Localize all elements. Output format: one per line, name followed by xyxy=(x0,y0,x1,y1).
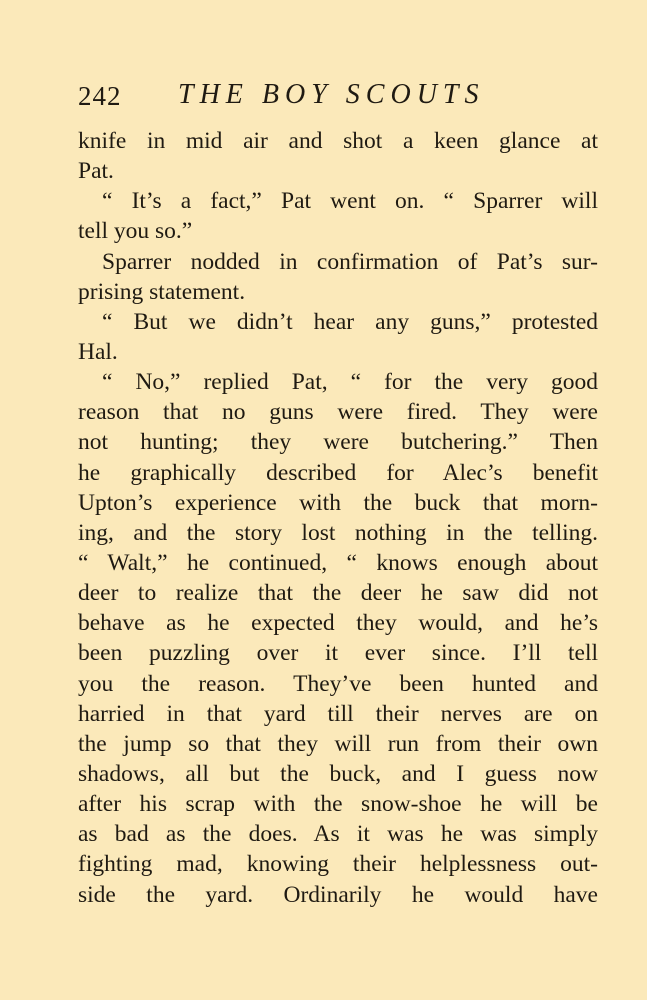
text-line: ing, and the story lost nothing in the telling. xyxy=(78,519,598,546)
text-line: reason that no guns were fired. They were xyxy=(78,399,598,426)
text-line: not hunting; they were butchering.” Then xyxy=(78,429,598,456)
page-number: 242 xyxy=(78,81,122,111)
text-line: Upton’s experience with the buck that morn- xyxy=(78,489,598,516)
text-line: after his scrap with the snow-shoe he will be xyxy=(78,791,598,818)
text-line: he graphically described for Alec’s benefit xyxy=(78,459,598,486)
text-line: “ But we didn’t hear any guns,” protested xyxy=(102,308,598,335)
text-line: been puzzling over it ever since. I’ll tell xyxy=(78,640,598,667)
text-line: Hal. xyxy=(78,338,118,365)
text-line: knife in mid air and shot a keen glance at xyxy=(78,128,598,154)
text-line: “ No,” replied Pat, “ for the very good xyxy=(102,369,598,396)
text-line: “ Walt,” he continued, “ knows enough about xyxy=(78,549,598,576)
text-line: shadows, all but the buck, and I guess now xyxy=(78,760,598,787)
text-line: deer to realize that the deer he saw did not xyxy=(78,580,598,607)
text-line: side the yard. Ordinarily he would have xyxy=(78,881,598,908)
text-line: “ It’s a fact,” Pat went on. “ Sparrer will xyxy=(102,188,598,215)
text-line: the jump so that they will run from their own xyxy=(78,730,598,757)
running-title: THE BOY SCOUTS xyxy=(178,79,485,110)
text-line: tell you so.” xyxy=(78,218,193,245)
text-line: Pat. xyxy=(78,158,114,185)
text-line: you the reason. They’ve been hunted and xyxy=(78,670,598,697)
running-head xyxy=(78,79,598,113)
text-line: Sparrer nodded in confirmation of Pat’s sur- xyxy=(102,248,598,275)
text-line: as bad as the does. As it was he was simply xyxy=(78,821,598,848)
text-line: harried in that yard till their nerves are on xyxy=(78,700,598,727)
body-text xyxy=(78,126,598,910)
text-line: fighting mad, knowing their helplessness out- xyxy=(78,851,598,878)
text-line: behave as he expected they would, and he’s xyxy=(78,610,598,637)
text-line: prising statement. xyxy=(78,278,246,305)
